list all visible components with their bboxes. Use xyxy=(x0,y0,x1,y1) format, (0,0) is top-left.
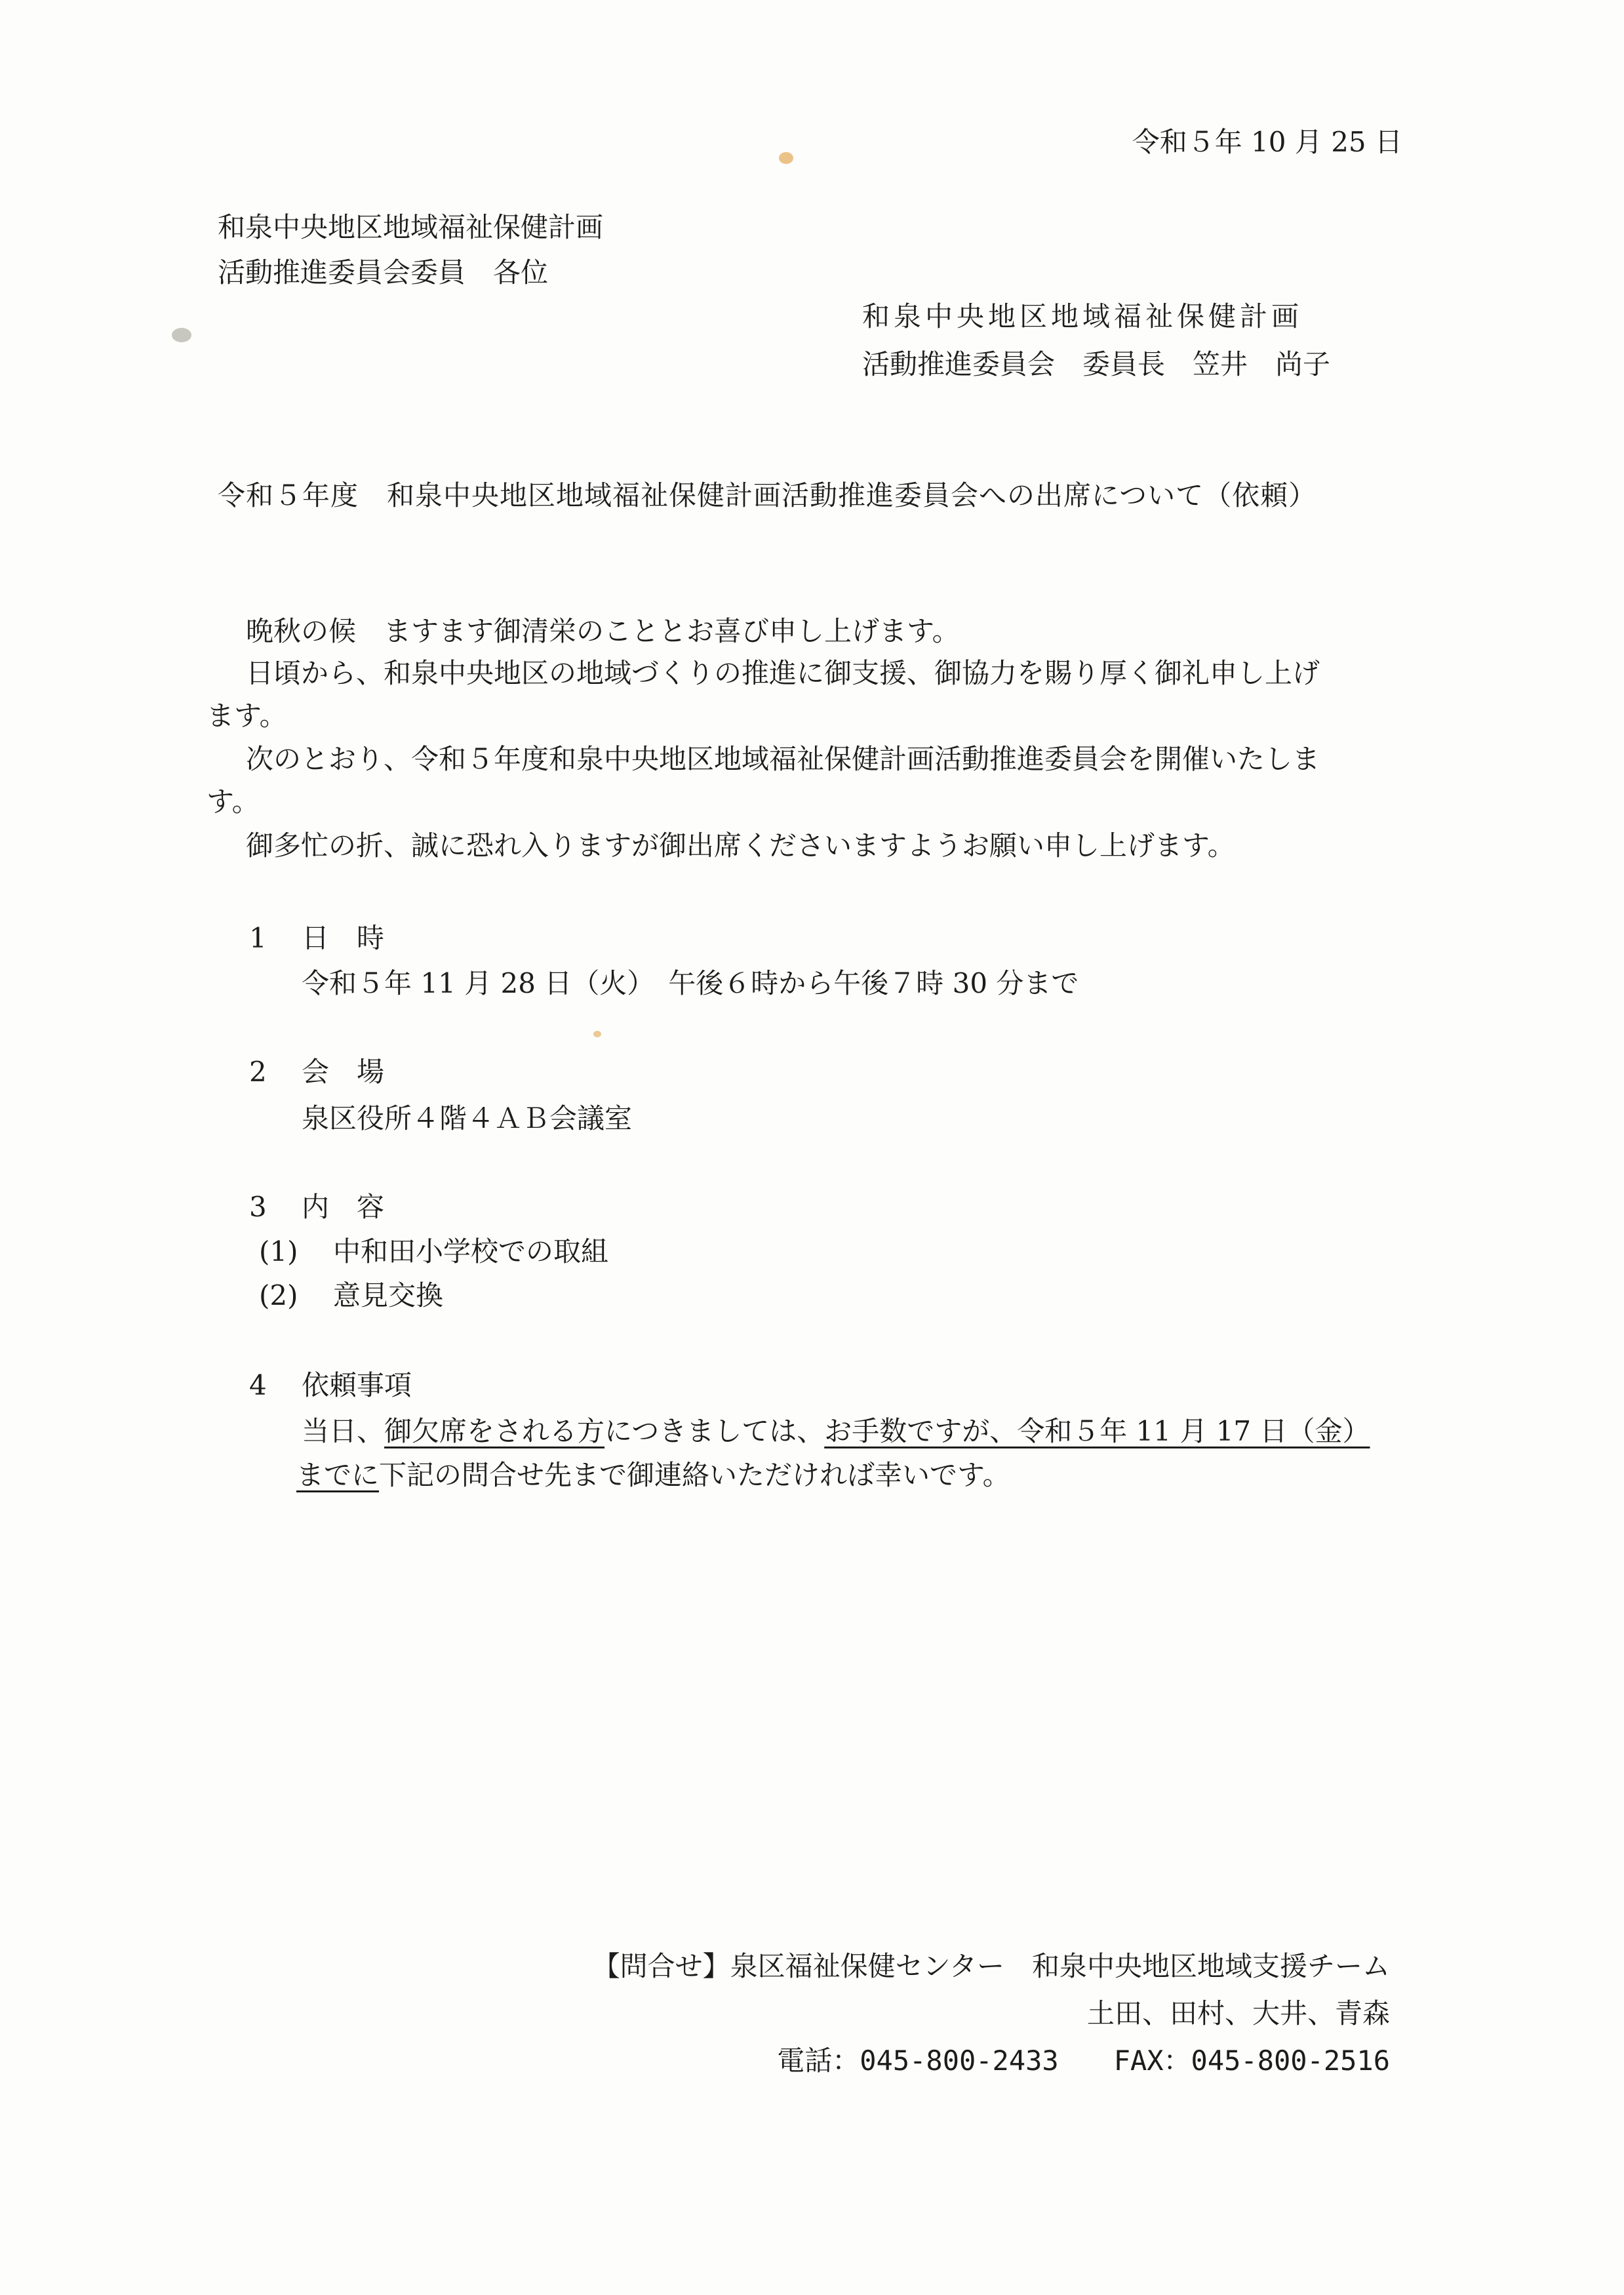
recipient-line-1: 和泉中央地区地域福祉保健計画 xyxy=(218,211,604,243)
body-greeting: 晩秋の候 ますます御清栄のこととお喜び申し上げます。 xyxy=(246,615,960,647)
item-4-text-underlined-deadline: お手数ですが、令和５年 11 月 17 日（金） xyxy=(824,1415,1370,1447)
body-paragraph-thanks-line-1: 日頃から、和泉中央地区の地域づくりの推進に御支援、御協力を賜り厚く御礼申し上げ xyxy=(246,657,1320,689)
body-paragraph-notice-line-1: 次のとおり、令和５年度和泉中央地区地域福祉保健計画活動推進委員会を開催いたしま xyxy=(246,743,1320,775)
item-3-sub-2-number: (2) xyxy=(259,1279,298,1311)
item-1-title: 日 時 xyxy=(302,922,385,954)
item-4-text-underlined-until: までに xyxy=(296,1459,380,1491)
letter-subject: 令和５年度 和泉中央地区地域福祉保健計画活動推進委員会への出席について（依頼） xyxy=(218,479,1317,511)
item-1-number: 1 xyxy=(249,922,267,954)
item-3-sub-1-text: 中和田小学校での取組 xyxy=(333,1235,609,1267)
sender-line-2: 活動推進委員会 委員長 笠井 尚子 xyxy=(862,348,1331,380)
contact-heading: 【問合せ】泉区福祉保健センター 和泉中央地区地域支援チーム xyxy=(592,1950,1390,1982)
sender-line-1: 和泉中央地区地域福祉保健計画 xyxy=(862,300,1303,332)
item-4-request-line-2 xyxy=(296,1459,1010,1491)
item-3-sub-2-text: 意見交換 xyxy=(333,1279,444,1311)
item-4-request-line-1 xyxy=(302,1415,1370,1447)
item-2-title: 会 場 xyxy=(302,1056,385,1088)
item-4-number: 4 xyxy=(249,1369,267,1401)
speck-mark xyxy=(172,328,191,342)
item-3-title: 内 容 xyxy=(302,1191,385,1223)
item-3-sub-1-number: (1) xyxy=(259,1235,298,1267)
item-3-number: 3 xyxy=(249,1191,267,1223)
item-4-title: 依頼事項 xyxy=(302,1369,412,1401)
body-paragraph-request: 御多忙の折、誠に恐れ入りますが御出席くださいますようお願い申し上げます。 xyxy=(246,829,1235,862)
contact-phone-fax: 電話：045-800-2433 FAX：045-800-2516 xyxy=(777,2045,1390,2077)
item-4-text-rest: 下記の問合せ先まで御連絡いただければ幸いです。 xyxy=(379,1459,1010,1491)
item-2-venue: 泉区役所４階４ＡＢ会議室 xyxy=(302,1102,633,1134)
item-2-number: 2 xyxy=(249,1056,267,1088)
letter-date: 令和５年 10 月 25 日 xyxy=(1132,126,1402,158)
recipient-line-2: 活動推進委員会委員 各位 xyxy=(218,256,549,289)
item-1-datetime: 令和５年 11 月 28 日（火） 午後６時から午後７時 30 分まで xyxy=(302,967,1079,999)
item-4-text-underlined-absence: 御欠席をされる方 xyxy=(384,1415,605,1447)
item-4-text-a: 当日、 xyxy=(302,1415,385,1447)
body-paragraph-notice-line-2: す。 xyxy=(207,786,260,818)
item-4-text-c: につきましては、 xyxy=(604,1415,825,1447)
body-paragraph-thanks-line-2: ます。 xyxy=(207,700,287,732)
contact-staff-names: 土田、田村、大井、青森 xyxy=(1086,1997,1390,2029)
stain-mark xyxy=(779,152,793,164)
stain-mark xyxy=(593,1031,601,1037)
